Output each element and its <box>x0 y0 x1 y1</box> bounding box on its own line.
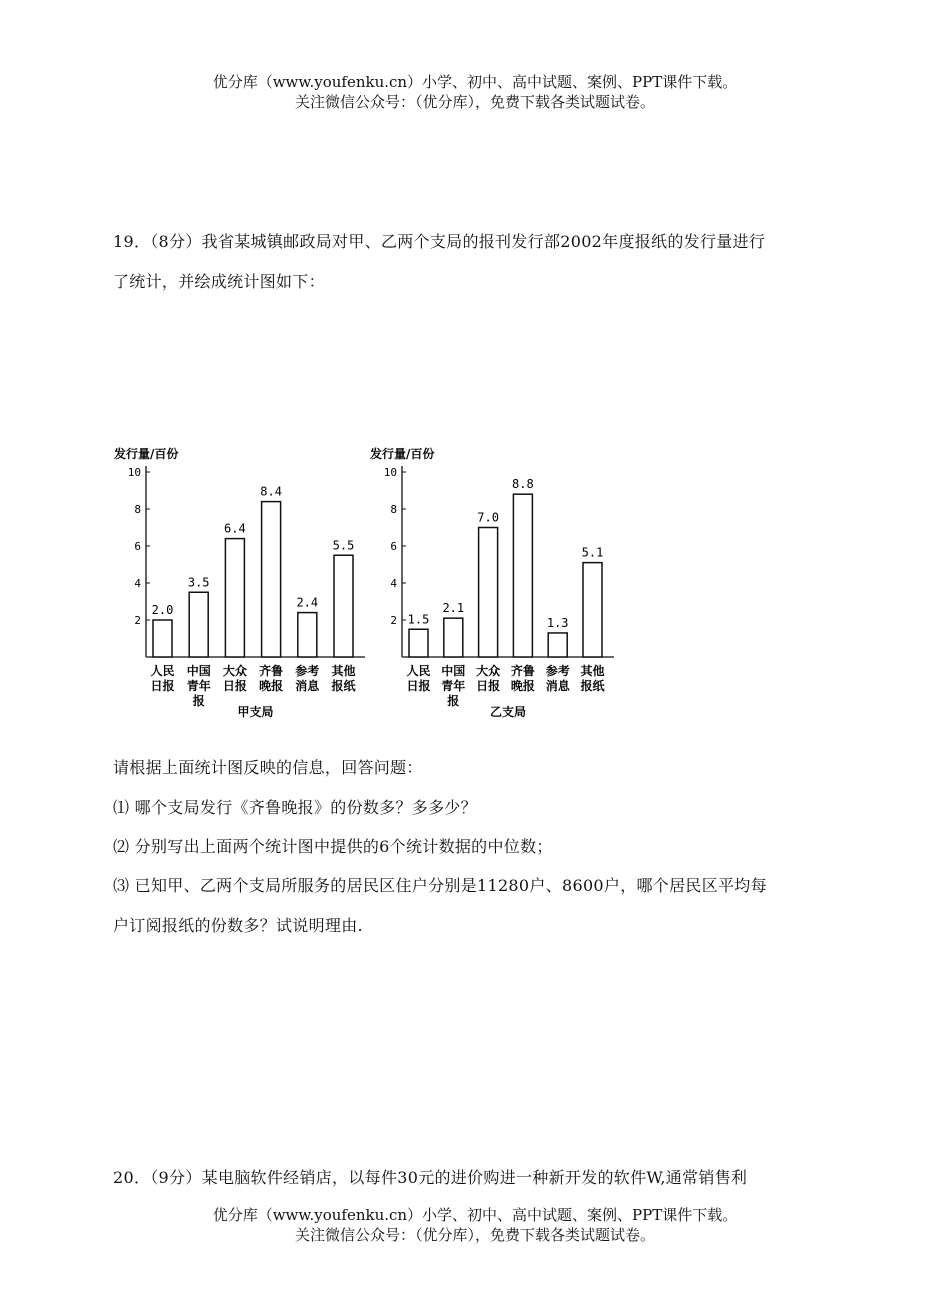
chart-2-data-label-5: 1.3 <box>546 615 569 630</box>
chart-2-bar-4 <box>513 494 532 657</box>
page-footer <box>0 1205 950 1245</box>
chart-2-bar-1 <box>409 629 428 657</box>
chart-2-bar-5 <box>548 633 567 657</box>
chart-2-y-tick-4: 4 <box>390 577 397 590</box>
chart-2-category-2-line-3: 报 <box>447 694 460 708</box>
question-19-line-1: 19．（8分）我省某城镇邮政局对甲、乙两个支局的报刊发行部2002年度报纸的发行量进行 <box>113 232 766 251</box>
chart-1-y-tick-2: 2 <box>134 614 141 627</box>
chart-2-y-axis-label: 发行量/百份 <box>370 447 435 461</box>
chart-1-category-3-line-1: 大众 <box>222 664 247 678</box>
chart-1-data-label-3: 6.4 <box>224 521 246 536</box>
chart-1-category-4-line-2: 晚报 <box>259 679 284 693</box>
chart-1-title: 甲支局 <box>237 705 274 719</box>
chart-1-category-5-line-2: 消息 <box>295 679 320 693</box>
chart-2-category-4-line-2: 晚报 <box>510 679 535 693</box>
chart-1-bar-6 <box>334 555 353 657</box>
chart-1-category-4-line-1: 齐鲁 <box>259 664 284 678</box>
sub-question-3 <box>113 866 838 946</box>
chart-1-y-tick-6: 6 <box>134 540 141 553</box>
chart-2-category-2-line-2: 青年 <box>441 679 466 693</box>
chart-2-title: 乙支局 <box>489 705 527 719</box>
chart-2-category-6-line-2: 报纸 <box>580 679 605 693</box>
chart-2-bar-6 <box>583 563 602 657</box>
chart-2-bar-2 <box>444 618 463 657</box>
header-line-2: 关注微信公众号：（优分库），免费下载各类试题试卷。 <box>294 93 655 111</box>
header-line-1: 优分库（www.youfenku.cn）小学、初中、高中试题、案例、PPT课件下载。 <box>212 73 738 91</box>
sub-question-3-line-2: 户订阅报纸的份数多？试说明理由. <box>113 916 363 935</box>
chart-2-category-6-line-1: 其他 <box>580 664 605 678</box>
chart-2-category-5-line-2: 消息 <box>545 679 570 693</box>
chart-1-bar-4 <box>262 502 281 657</box>
sub-question-1: ⑴ 哪个支局发行《齐鲁晚报》的份数多？多多少？ <box>113 798 477 817</box>
footer-line-2: 关注微信公众号：（优分库），免费下载各类试题试卷。 <box>294 1226 655 1244</box>
chart-1-bar-1 <box>153 620 172 657</box>
chart-1-y-axis-label: 发行量/百份 <box>114 447 179 461</box>
chart-1-category-1-line-2: 日报 <box>150 679 175 693</box>
chart-2-y-tick-10: 10 <box>383 466 397 479</box>
chart-2-y-tick-8: 8 <box>390 503 397 516</box>
question-19-line-2: 了统计，并绘成统计图如下： <box>113 272 325 291</box>
chart-1-y-tick-10: 10 <box>127 466 141 479</box>
chart-1-category-1-line-1: 人民 <box>150 664 175 678</box>
question-20: 20．（9分）某电脑软件经销店，以每件30元的进价购进一种新开发的软件W,通常销售利 <box>113 1168 748 1187</box>
chart-1-y-tick-4: 4 <box>134 577 141 590</box>
chart-2-bar-3 <box>479 528 498 658</box>
sub-question-3-line-1: ⑶ 已知甲、乙两个支局所服务的居民区住户分别是11280户、8600户，哪个居民区平均每 <box>113 876 767 895</box>
chart-1-data-label-5: 2.4 <box>296 595 319 610</box>
chart-2-data-label-1: 1.5 <box>407 612 430 627</box>
chart-1-bar-3 <box>225 539 244 657</box>
sub-question-2: ⑵ 分别写出上面两个统计图中提供的6个统计数据的中位数； <box>113 837 553 856</box>
chart-2-data-label-4: 8.8 <box>512 477 534 492</box>
chart-1-category-6-line-1: 其他 <box>331 664 356 678</box>
chart-1-bar-2 <box>189 592 208 657</box>
chart-2-category-1-line-2: 日报 <box>406 679 431 693</box>
footer-line-1: 优分库（www.youfenku.cn）小学、初中、高中试题、案例、PPT课件下载。 <box>212 1206 738 1224</box>
chart-1-data-label-6: 5.5 <box>332 538 355 553</box>
chart-2-category-4-line-1: 齐鲁 <box>510 664 535 678</box>
chart-1-category-3-line-2: 日报 <box>222 679 247 693</box>
chart-2-data-label-2: 2.1 <box>442 601 465 616</box>
chart-2-category-3-line-1: 大众 <box>476 664 501 678</box>
chart-1-data-label-4: 8.4 <box>260 484 282 499</box>
chart-2-data-label-6: 5.1 <box>581 545 604 560</box>
chart-2-data-label-3: 7.0 <box>477 510 499 525</box>
prompt: 请根据上面统计图反映的信息，回答问题： <box>113 758 423 777</box>
chart-2-category-1-line-1: 人民 <box>406 664 431 678</box>
chart-1-category-5-line-1: 参考 <box>295 664 320 678</box>
chart-1-data-label-2: 3.5 <box>187 575 210 590</box>
chart-1-category-2-line-2: 青年 <box>186 679 211 693</box>
chart-1-category-6-line-2: 报纸 <box>331 679 356 693</box>
chart-2-y-tick-6: 6 <box>390 540 397 553</box>
chart-2-category-2-line-1: 中国 <box>441 664 466 678</box>
chart-1-category-2-line-1: 中国 <box>186 664 211 678</box>
chart-2-category-3-line-2: 日报 <box>476 679 501 693</box>
chart-2-y-tick-2: 2 <box>390 614 397 627</box>
chart-1-bar-5 <box>298 613 317 657</box>
chart-2-category-5-line-1: 参考 <box>545 664 570 678</box>
chart-1-data-label-1: 2.0 <box>151 603 174 617</box>
chart-1-y-tick-8: 8 <box>134 503 141 516</box>
chart-1-category-2-line-3: 报 <box>192 694 205 708</box>
